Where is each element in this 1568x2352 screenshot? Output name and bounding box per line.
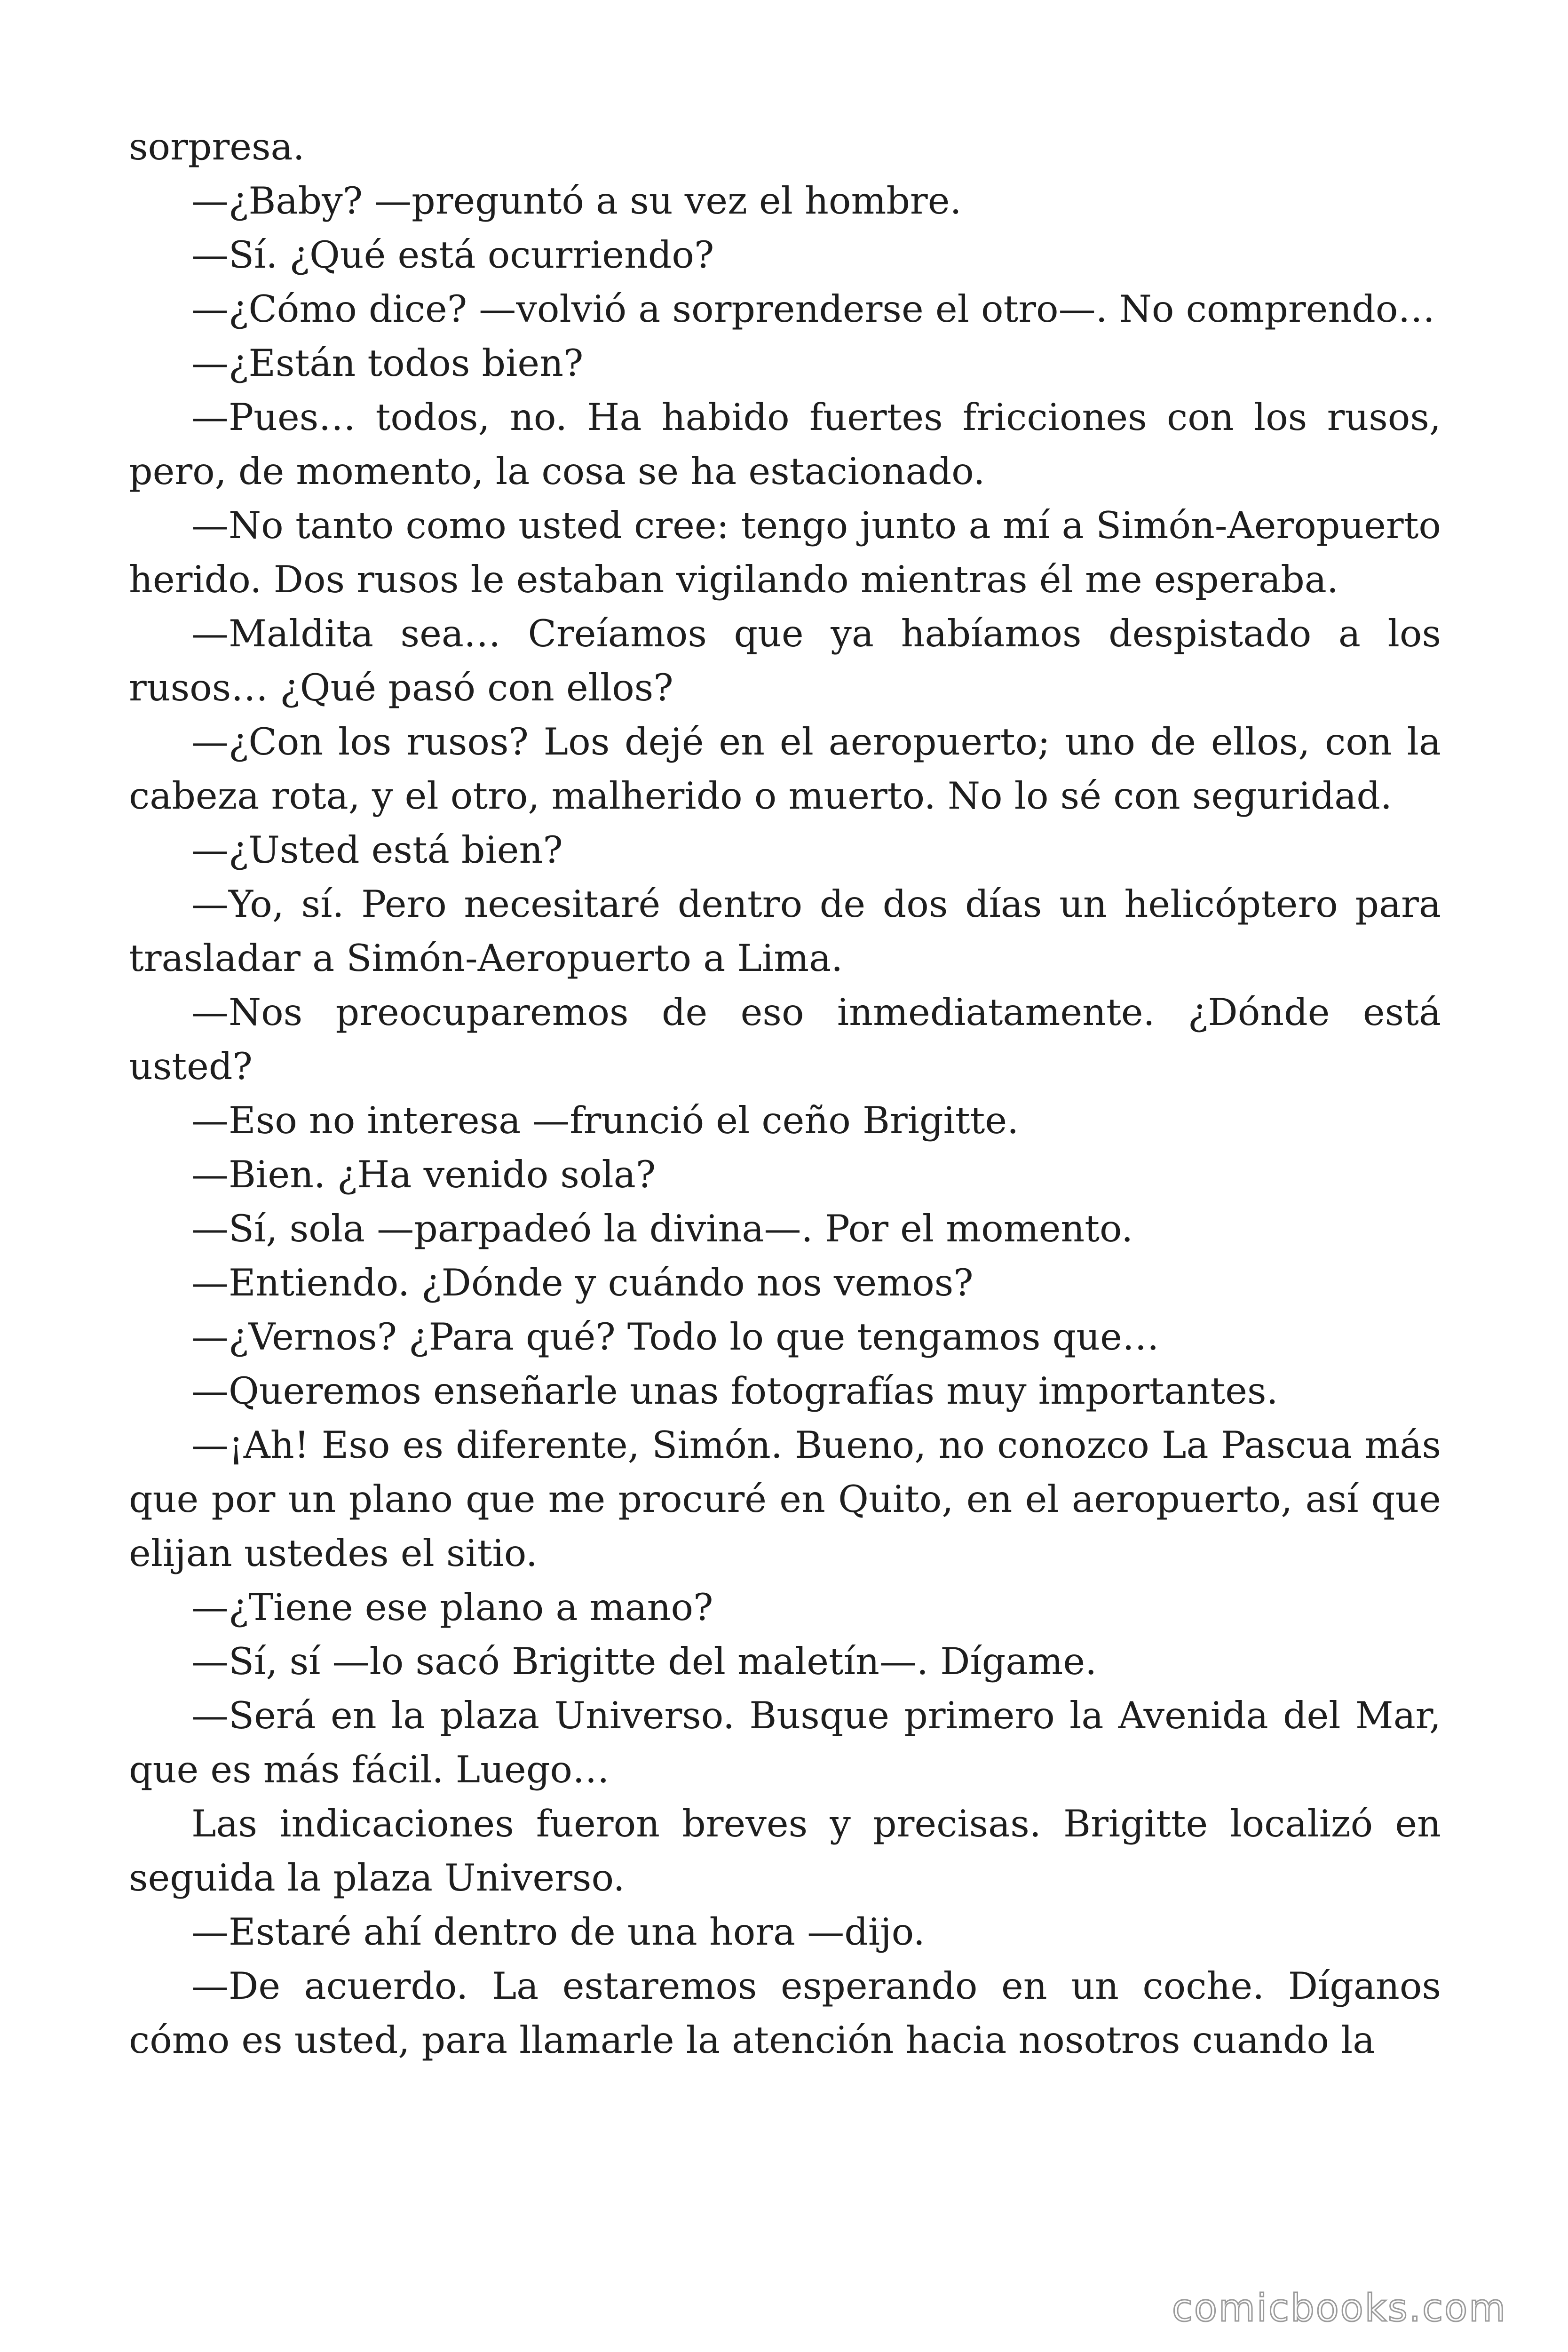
paragraph-25: —De acuerdo. La estaremos esperando en un coche. Díganos cómo es usted, para llamarle la atención hacia nosotros cuando la (129, 1964, 1441, 2062)
paragraph-3: —Sí. ¿Qué está ocurriendo? (191, 233, 714, 277)
paragraph-8: —Maldita sea… Creíamos que ya habíamos despistado a los rusos… ¿Qué pasó con ellos? (129, 612, 1441, 709)
paragraph-18: —Queremos enseñarle unas fotografías muy importantes. (191, 1369, 1278, 1413)
paragraph-24: —Estaré ahí dentro de una hora —dijo. (191, 1910, 925, 1954)
book-page-text (129, 120, 1441, 2067)
paragraph-2: —¿Baby? —preguntó a su vez el hombre. (191, 179, 962, 222)
watermark: comicbooks.com (1172, 2286, 1507, 2330)
paragraph-4: —¿Cómo dice? —volvió a sorprenderse el otro—. No comprendo… (191, 287, 1435, 331)
paragraph-10: —¿Usted está bien? (191, 828, 563, 872)
paragraph-17: —¿Vernos? ¿Para qué? Todo lo que tengamos que… (191, 1315, 1159, 1359)
paragraph-12: —Nos preocuparemos de eso inmediatamente. ¿Dónde está usted? (129, 991, 1441, 1088)
paragraph-22: —Será en la plaza Universo. Busque primero la Avenida del Mar, que es más fácil. Luego… (129, 1694, 1441, 1791)
paragraph-13: —Eso no interesa —frunció el ceño Brigitte. (191, 1099, 1019, 1142)
paragraph-1: sorpresa. (129, 125, 305, 168)
paragraph-15: —Sí, sola —parpadeó la divina—. Por el momento. (191, 1207, 1133, 1250)
paragraph-9: —¿Con los rusos? Los dejé en el aeropuerto; uno de ellos, con la cabeza rota, y el otro, malherido o muerto. No lo sé con seguridad. (129, 720, 1441, 818)
paragraph-19: —¡Ah! Eso es diferente, Simón. Bueno, no conozco La Pascua más que por un plano que me procuré en Quito, en el aeropuerto, así que elijan ustedes el sitio. (129, 1423, 1441, 1575)
paragraph-7: —No tanto como usted cree: tengo junto a mí a Simón-Aeropuerto herido. Dos rusos le estaban vigilando mientras él me esperaba. (129, 504, 1441, 601)
paragraph-20: —¿Tiene ese plano a mano? (191, 1586, 713, 1629)
paragraph-11: —Yo, sí. Pero necesitaré dentro de dos días un helicóptero para trasladar a Simón-Aeropuerto a Lima. (129, 882, 1441, 980)
paragraph-16: —Entiendo. ¿Dónde y cuándo nos vemos? (191, 1261, 974, 1304)
paragraph-6: —Pues… todos, no. Ha habido fuertes fricciones con los rusos, pero, de momento, la cosa se ha estacionado. (129, 396, 1441, 493)
paragraph-5: —¿Están todos bien? (191, 342, 584, 385)
paragraph-14: —Bien. ¿Ha venido sola? (191, 1153, 656, 1196)
paragraph-21: —Sí, sí —lo sacó Brigitte del maletín—. Dígame. (191, 1640, 1097, 1683)
paragraph-23: Las indicaciones fueron breves y precisas. Brigitte localizó en seguida la plaza Universo. (129, 1802, 1441, 1899)
